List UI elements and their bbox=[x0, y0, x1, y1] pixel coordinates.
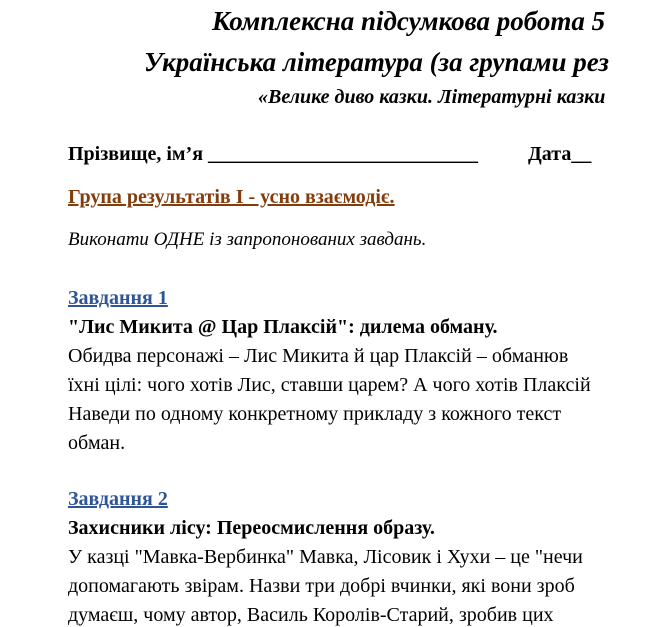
document-subtitle: Українська література (за групами рез bbox=[144, 47, 609, 77]
task-1-line: їхні цілі: чого хотів Лис, ставши царем? А чого хотів Плаксій bbox=[68, 374, 591, 396]
name-blank[interactable]: ___________________________ bbox=[208, 143, 479, 165]
task-1-title: "Лис Микита @ Цар Плаксій": дилема обману. bbox=[68, 316, 498, 338]
task-2-line: У казці "Мавка-Вербинка" Мавка, Лісовик і Хухи – це "нечи bbox=[68, 546, 583, 568]
task-2-heading: Завдання 2 bbox=[68, 488, 168, 510]
name-label: Прізвище, ім’я bbox=[68, 143, 204, 165]
task-2-line: допомагають звірам. Назви три добрі вчинки, які вони зроб bbox=[68, 575, 575, 597]
results-group-heading: Група результатів І - усно взаємодіє. bbox=[68, 186, 395, 208]
document-topic: «Велике диво казки. Літературні казки bbox=[258, 86, 606, 108]
date-label[interactable]: Дата__ bbox=[528, 143, 592, 165]
task-1-line: обман. bbox=[68, 432, 126, 454]
instruction-text: Виконати ОДНЕ із запропонованих завдань. bbox=[68, 229, 427, 250]
task-1-line: Наведи по одному конкретному прикладу з кожного текст bbox=[68, 403, 562, 425]
student-info-row bbox=[68, 143, 591, 166]
task-1-line: Обидва персонажі – Лис Микита й цар Плаксій – обманюв bbox=[68, 345, 569, 367]
task-2-title: Захисники лісу: Переосмислення образу. bbox=[68, 517, 435, 539]
task-1-heading: Завдання 1 bbox=[68, 287, 168, 309]
document-title: Комплексна підсумкова робота 5 bbox=[212, 6, 606, 36]
task-2-line: думаєш, чому автор, Василь Королів-Старий, зробив цих bbox=[68, 604, 554, 626]
